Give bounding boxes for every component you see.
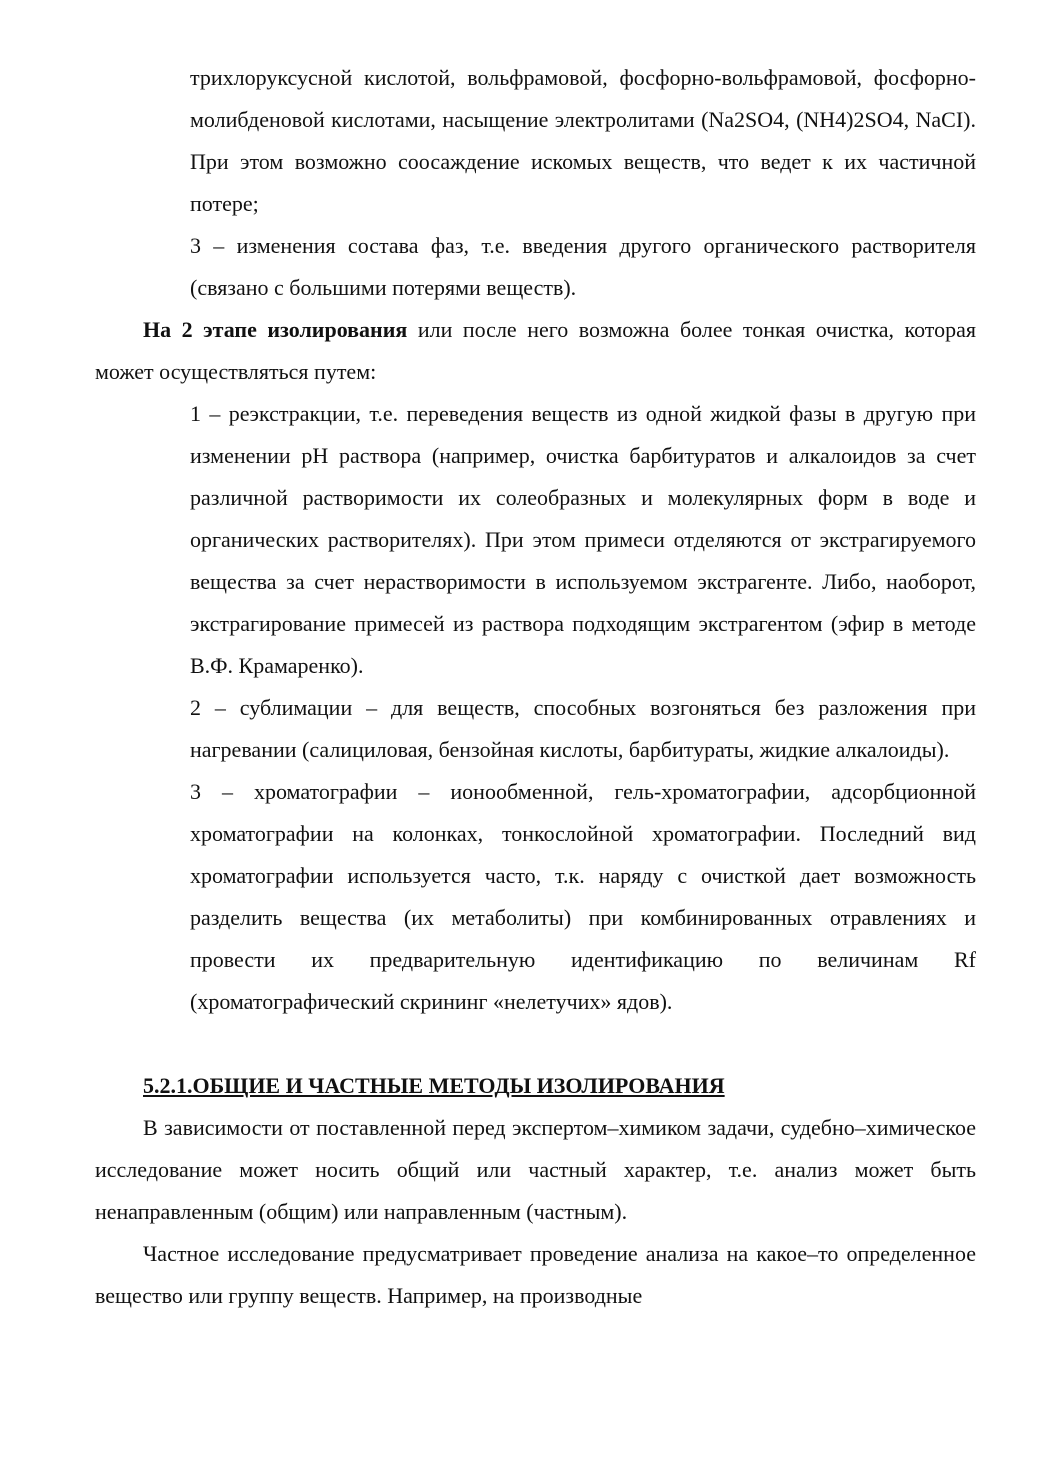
list-a-item2-continuation: трихлоруксусной кислотой, вольфрамовой, фосфорно-вольфрамовой, фосфорно-молибденовой кислотами, насыщение электролитами (Na2SO4, (NH4)2SO4, NaCI). При этом возможно соосаждение искомых веществ, что ведет к их частичной потере; — [190, 65, 976, 216]
stage2-lead-bold: На 2 этапе изолирования — [143, 317, 408, 342]
stage2-lead-rest: или после него возможна более тонкая очистка, которая может осуществляться путем: — [95, 317, 976, 384]
section-para2: Частное исследование предусматривает проведение анализа на какое–то определенное вещество или группу веществ. Например, на производные — [95, 1241, 976, 1308]
section-para1: В зависимости от поставленной перед экспертом–химиком задачи, судебно–химическое исследование может носить общий или частный характер, т.е. анализ может быть ненаправленным (общим) или направленным (частным). — [95, 1115, 976, 1224]
list-a-item3: 3 – изменения состава фаз, т.е. введения другого органического растворителя (связано с большими потерями веществ). — [190, 233, 976, 300]
section-heading: 5.2.1.ОБЩИЕ И ЧАСТНЫЕ МЕТОДЫ ИЗОЛИРОВАНИЯ — [143, 1073, 725, 1098]
document-page — [95, 57, 976, 1317]
stage2-paragraph — [95, 309, 976, 393]
list-b-item2: 2 – сублимации – для веществ, способных возгоняться без разложения при нагревании (салициловая, бензойная кислоты, барбитураты, жидкие алкалоиды). — [190, 695, 976, 762]
list-b-item1: 1 – реэкстракции, т.е. переведения веществ из одной жидкой фазы в другую при изменении pH раствора (например, очистка барбитуратов и алкалоидов за счет различной растворимости их солеобразных и молекулярных форм в воде и органических растворителях). При этом примеси отделяются от экстрагируемого вещества за счет нерастворимости в используемом экстрагенте. Либо, наоборот, экстрагирование примесей из раствора подходящим экстрагентом (эфир в методе В.Ф. Крамаренко). — [190, 401, 976, 678]
list-b-item3: 3 – хроматографии – ионообменной, гель-хроматографии, адсорбционной хроматографии на колонках, тонкослойной хроматографии. Последний вид хроматографии используется часто, т.к. наряду с очисткой дает возможность разделить вещества (их метаболиты) при комбинированных отравлениях и провести их предварительную идентификацию по величинам Rf (хроматографический скрининг «нелетучих» ядов). — [190, 779, 976, 1014]
